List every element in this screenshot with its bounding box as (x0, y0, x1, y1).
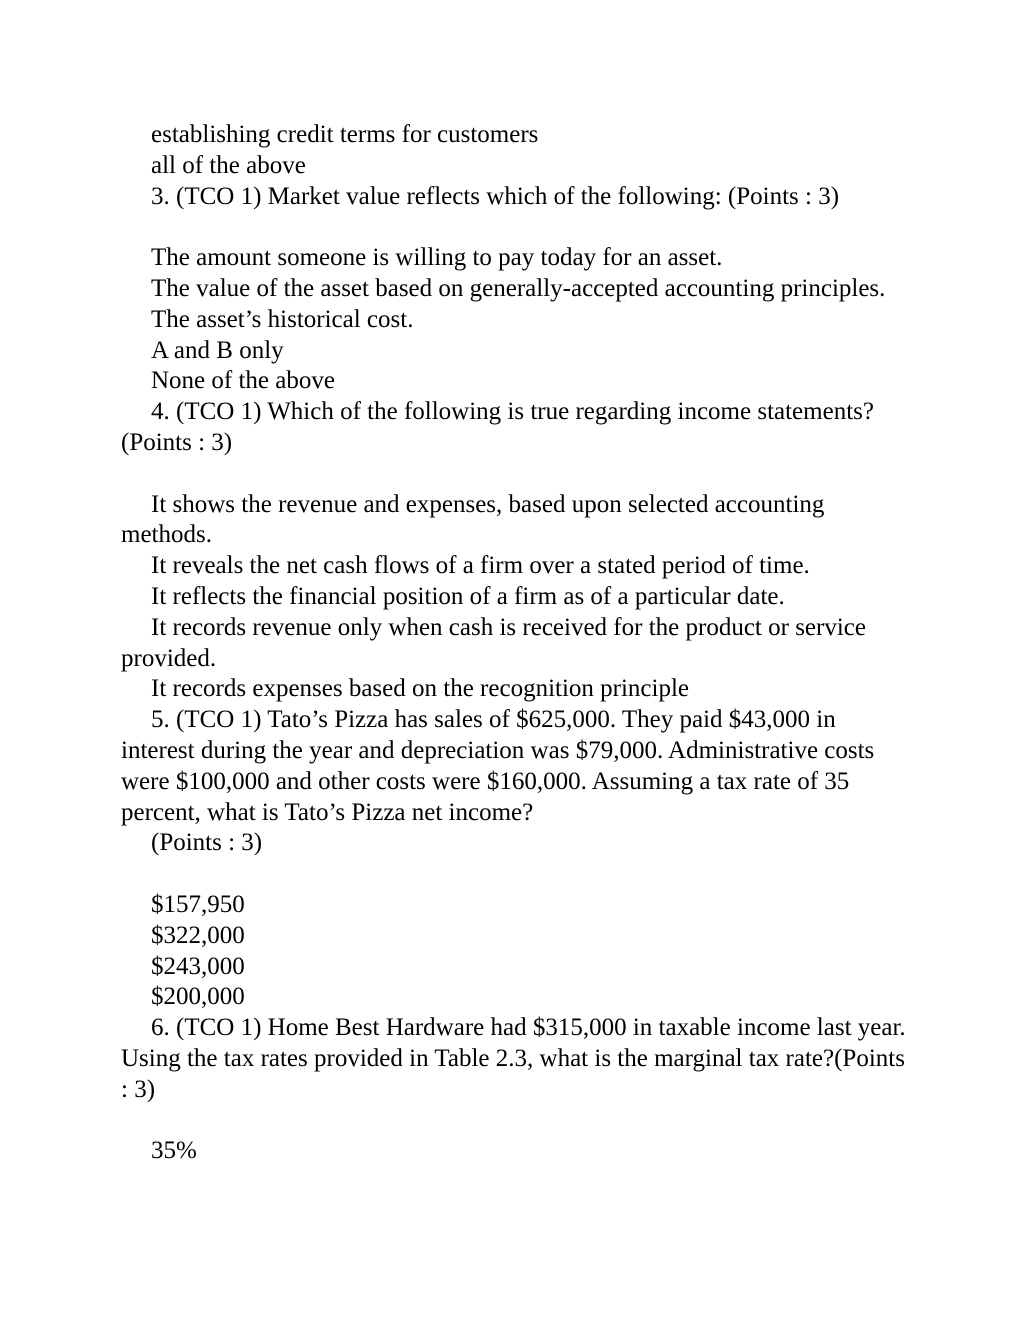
answer-option: It shows the revenue and expenses, based upon selected accounting methods. (121, 490, 825, 549)
question-6: 6. (TCO 1) Home Best Hardware had $315,000 in taxable income last year. Using the tax rates provided in Table 2.3, what is the marginal tax rate?(Points : 3) (121, 1014, 906, 1103)
question-4: 4. (TCO 1) Which of the following is true regarding income statements? (Points : 3) (121, 398, 874, 456)
answer-option: $200,000 (151, 983, 245, 1011)
answer-option: establishing credit terms for customers (151, 121, 539, 148)
question-3: 3. (TCO 1) Market value reflects which of the following: (Points : 3) (151, 182, 840, 210)
answer-option: $243,000 (151, 952, 245, 980)
blank-line (121, 459, 911, 490)
answer-option: 35% (151, 1137, 197, 1165)
answer-option: It records expenses based on the recognition principle (151, 675, 690, 703)
answer-option: The amount someone is willing to pay today for an asset. (151, 244, 723, 272)
answer-option: The value of the asset based on generally-accepted accounting principles. (151, 274, 886, 302)
answer-option: $157,950 (151, 890, 245, 918)
answer-option: A and B only (151, 336, 284, 364)
blank-line (121, 859, 911, 890)
question-5-points: (Points : 3) (151, 829, 263, 857)
answer-option: all of the above (151, 151, 306, 179)
answer-option: It records revenue only when cash is received for the product or service provided. (121, 613, 866, 672)
answer-option: None of the above (151, 367, 335, 395)
blank-line (121, 212, 911, 243)
answer-option: It reflects the financial position of a firm as of a particular date. (151, 582, 785, 610)
answer-option: $322,000 (151, 921, 245, 949)
answer-option: It reveals the net cash flows of a firm over a stated period of time. (151, 552, 810, 580)
document-body (121, 120, 911, 1167)
answer-option: The asset’s historical cost. (151, 305, 414, 333)
question-5: 5. (TCO 1) Tato’s Pizza has sales of $625,000. They paid $43,000 in interest during the year and depreciation was $79,000. Administrative costs were $100,000 and other costs were $160,000. Assuming a tax rate of 35 percent, what is Tato’s Pizza net income? (121, 706, 875, 826)
blank-line (121, 1106, 911, 1137)
